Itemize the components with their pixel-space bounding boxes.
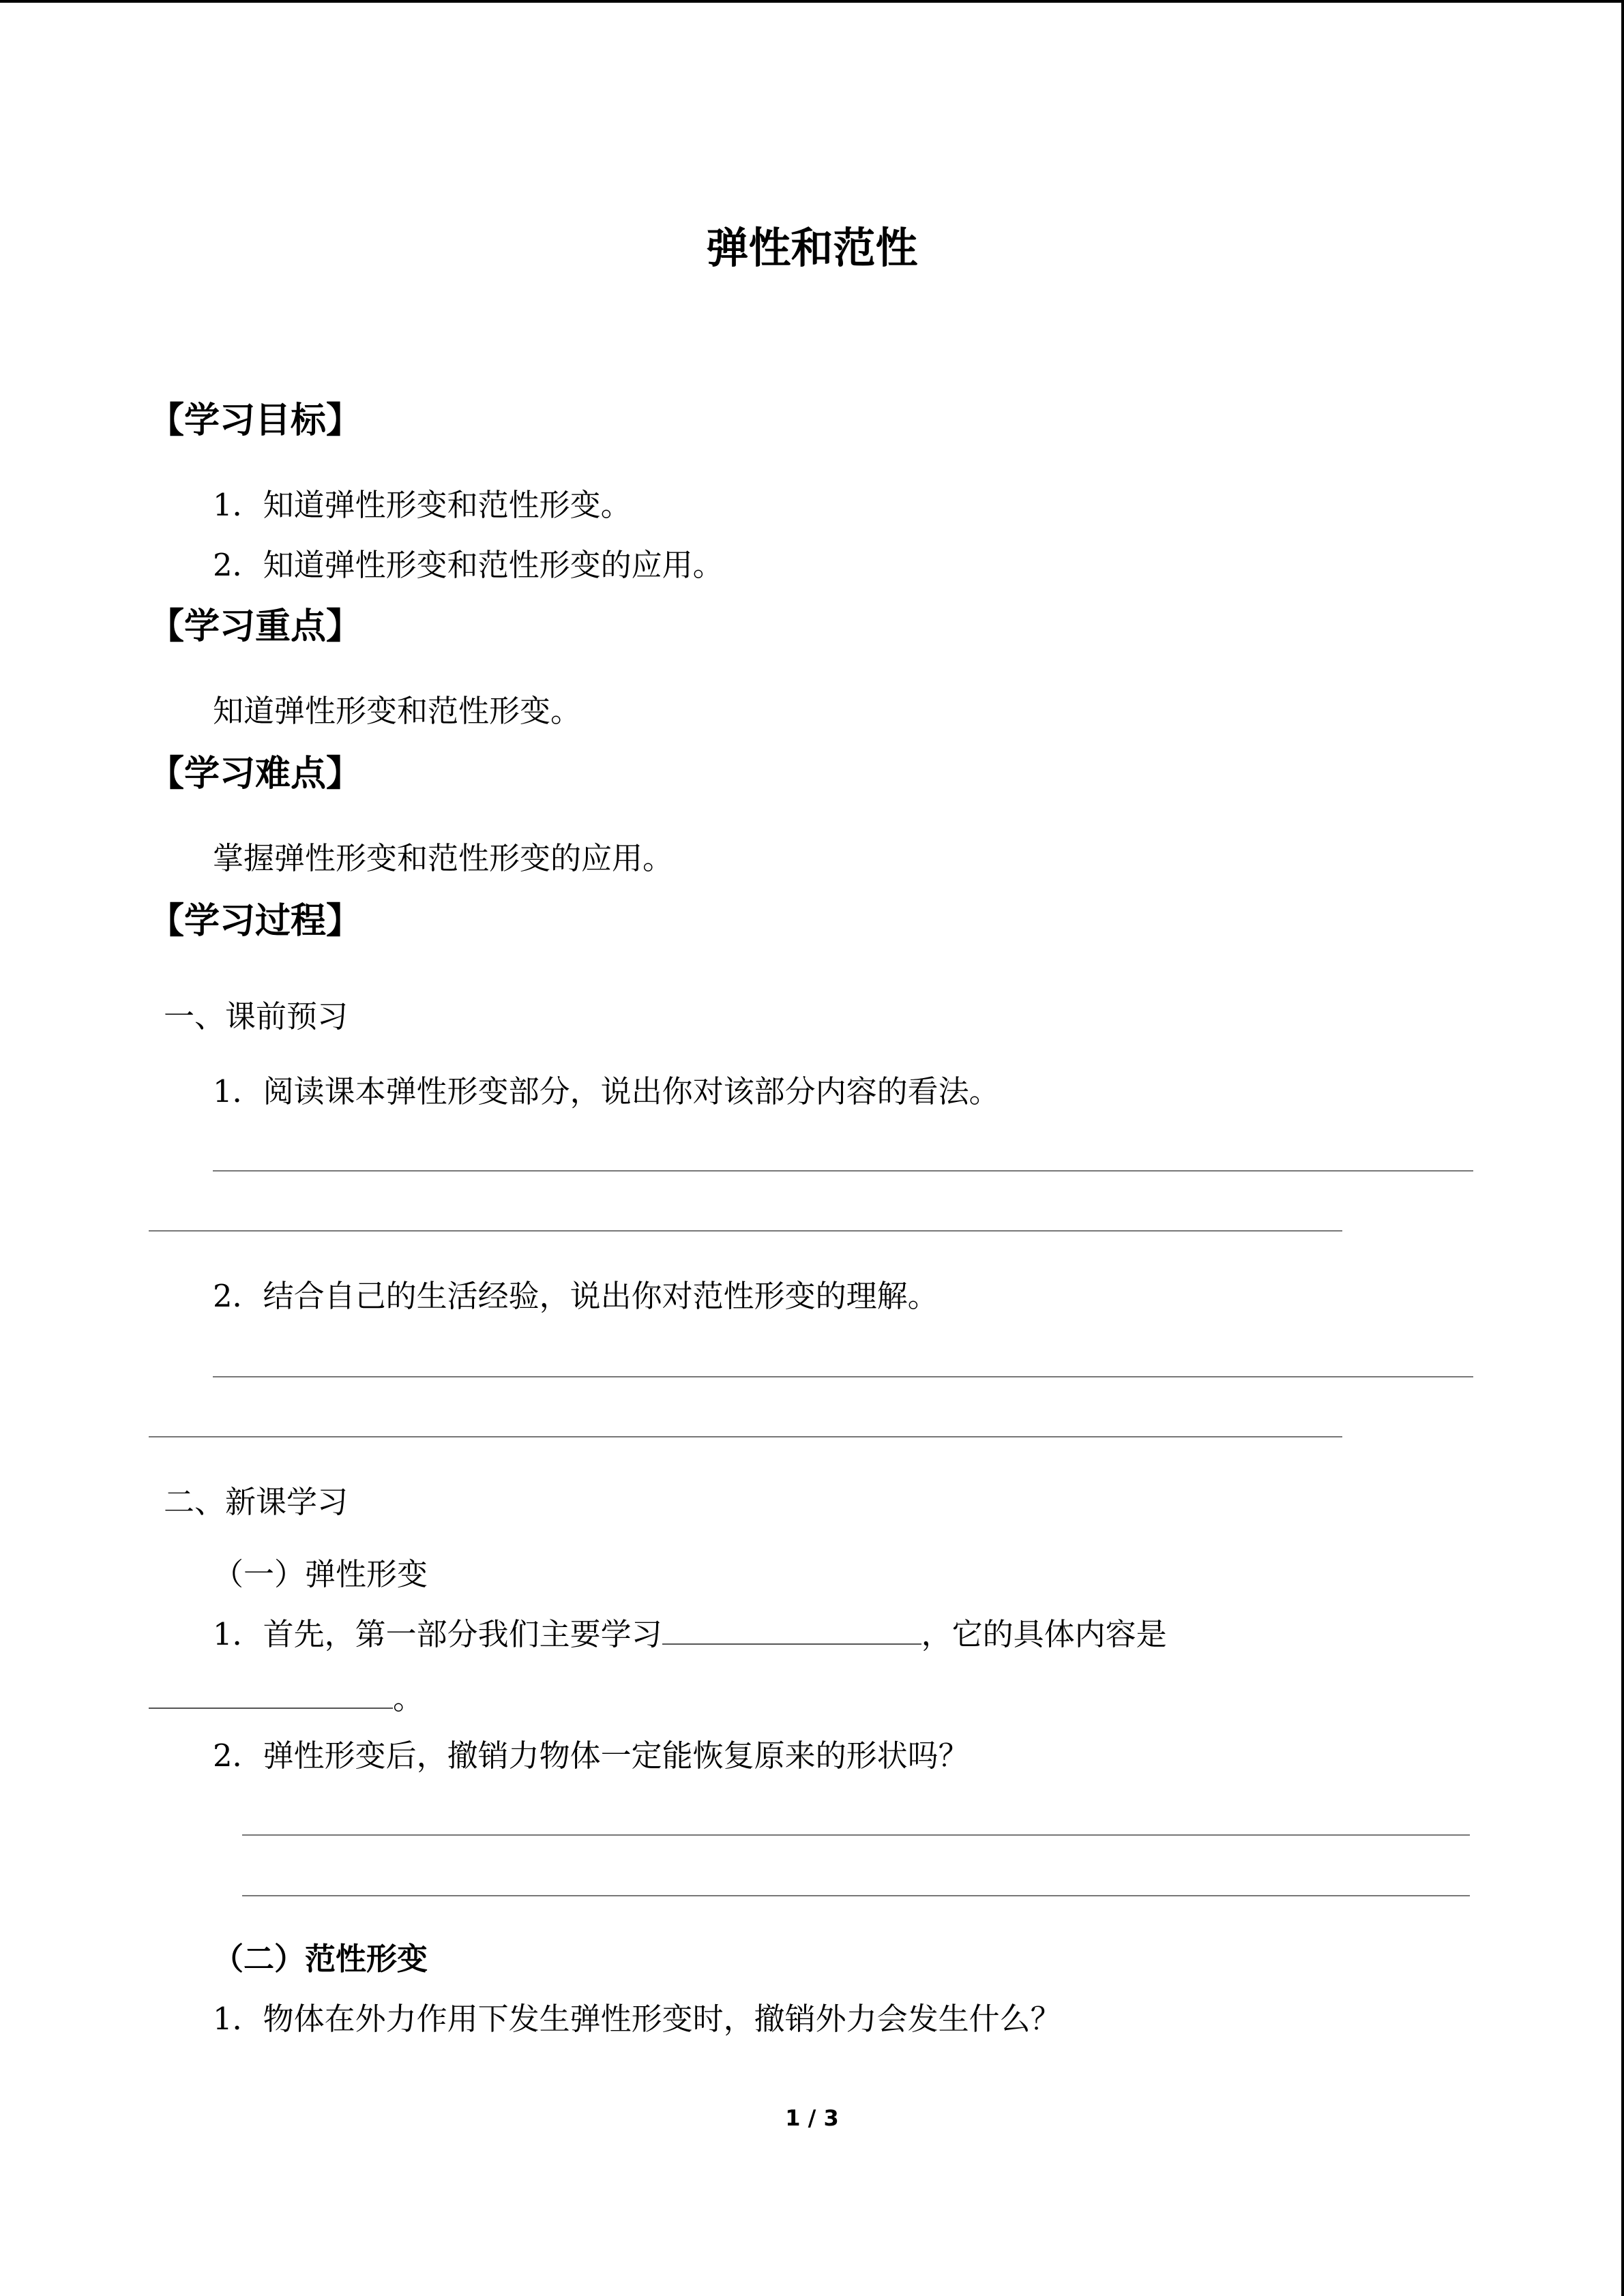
answer-line [149,1230,1342,1232]
answer-line [213,1170,1473,1172]
preview-question-2: 2．结合自己的生活经验，说出你对范性形变的理解。 [213,1278,939,1314]
page-indicator: 1 / 3 [785,2105,839,2131]
elastic-question-1-end: 。 [393,1680,424,1716]
answer-line [242,1834,1470,1836]
preview-question-1: 1．阅读课本弹性形变部分，说出你对该部分内容的看法。 [213,1073,1000,1109]
fill-blank [149,1682,393,1709]
plastic-question-1: 1．物体在外力作用下发生弹性形变时，撤销外力会发生什么？ [213,2001,1061,2037]
fill-blank [662,1617,921,1645]
answer-line [242,1895,1470,1896]
heading-difficulties: 【学习难点】 [149,754,362,794]
elastic-question-1 [213,1609,1167,1654]
key-points-text: 知道弹性形变和范性形变。 [213,693,582,729]
answer-line [213,1376,1473,1377]
difficulties-text: 掌握弹性形变和范性形变的应用。 [213,840,674,876]
plastic-deformation-heading: （二）范性形变 [213,1941,428,1977]
new-lesson-heading: 二、新课学习 [164,1484,349,1520]
heading-objectives: 【学习目标】 [149,400,362,441]
objective-item-2: 2．知道弹性形变和范性形变的应用。 [213,547,724,583]
heading-process: 【学习过程】 [149,901,362,942]
elastic-question-1-part2: ，它的具体内容是 [921,1616,1167,1652]
answer-line [149,1436,1342,1437]
elastic-question-1-part1: 1．首先，第一部分我们主要学习 [213,1616,662,1652]
elastic-question-2: 2．弹性形变后，撤销力物体一定能恢复原来的形状吗？ [213,1738,969,1774]
elastic-question-1-continued [149,1673,424,1718]
elastic-deformation-heading: （一）弹性形变 [213,1556,428,1592]
heading-key-points: 【学习重点】 [149,606,362,647]
document-title: 弹性和范性 [706,223,918,273]
objective-item-1: 1．知道弹性形变和范性形变。 [213,487,632,523]
preview-heading: 一、课前预习 [164,998,349,1034]
